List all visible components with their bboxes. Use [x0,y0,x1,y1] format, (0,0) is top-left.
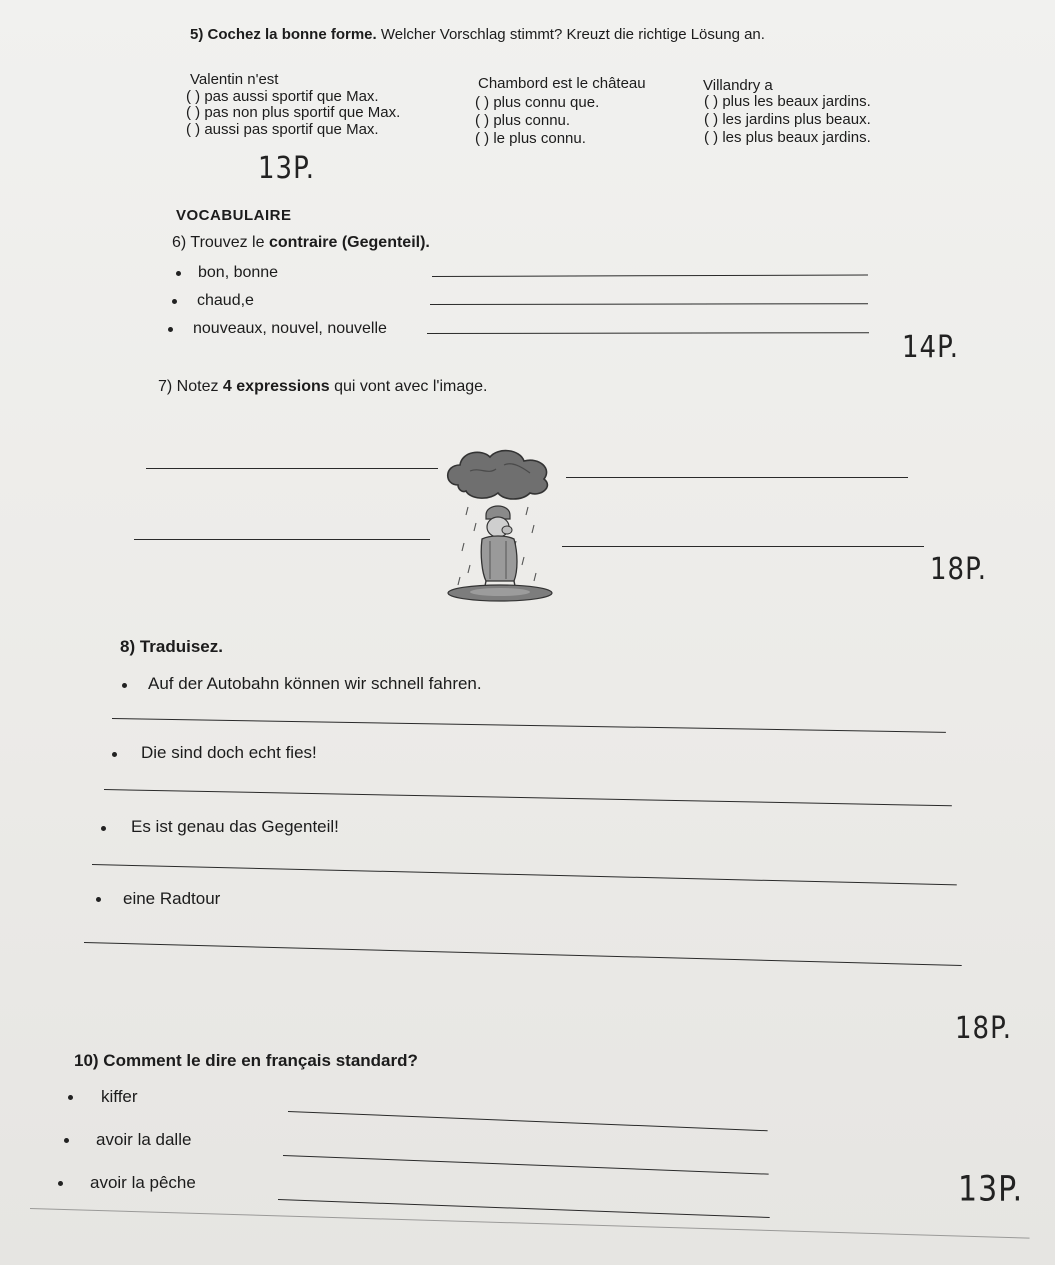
bullet [101,826,106,831]
answer-line[interactable] [566,477,908,478]
ex5-col1-title: Valentin n'est [190,71,279,88]
ex6-heading-pre: 6) Trouvez le [172,234,269,251]
ex10-heading [74,1051,418,1071]
ex5-col1-option[interactable]: ( ) pas non plus sportif que Max. [186,104,401,121]
rain-man-illustration [440,445,560,605]
wet-man-icon [481,506,517,591]
answer-line[interactable] [283,1155,769,1175]
ex10-heading-post: ? [407,1051,418,1070]
answer-line[interactable] [112,718,946,733]
bullet [176,271,181,276]
ex5-heading-bold: 5) Cochez la bonne forme. [190,26,377,43]
answer-line[interactable] [288,1111,768,1131]
answer-line[interactable] [92,864,957,885]
ex10-heading-pre: 10) Comment le dire en [74,1051,266,1070]
ex8-heading: 8) Traduisez. [120,637,223,656]
ex6-heading-bold: contraire (Gegenteil). [268,234,430,251]
ex10-item: avoir la dalle [96,1130,192,1149]
ex5-col3-title: Villandry a [703,77,773,94]
vocab-title: VOCABULAIRE [176,207,292,224]
bullet [64,1138,69,1143]
puddle-icon [448,585,552,601]
cloud-icon [448,451,548,499]
ex8-item: eine Radtour [123,889,221,908]
ex5-col3-option[interactable]: ( ) les plus beaux jardins. [704,129,871,146]
answer-line[interactable] [134,539,430,540]
answer-line[interactable] [146,468,438,469]
ex10-item: kiffer [101,1087,138,1106]
answer-line[interactable] [427,332,869,334]
ex10-points-handwritten: 13P. [958,1169,1024,1210]
ex6-item: chaud,e [197,292,254,309]
bullet [96,897,101,902]
ex5-col2-option[interactable]: ( ) plus connu que. [475,94,600,111]
ex6-item: bon, bonne [198,264,279,281]
ex6-item: nouveaux, nouvel, nouvelle [193,320,387,337]
ex7-heading-bold: 4 expressions [222,378,330,395]
bullet [58,1181,63,1186]
bullet [68,1095,73,1100]
answer-line[interactable] [562,546,924,547]
answer-line[interactable] [432,274,868,277]
ex8-points-handwritten: 18P. [955,1011,1012,1047]
ex6-heading [172,234,430,252]
ex5-col3-option[interactable]: ( ) les jardins plus beaux. [704,111,871,128]
ex5-points-handwritten: 13P. [258,151,315,187]
bullet [112,752,117,757]
ex7-heading-pre: 7) Notez [158,378,223,395]
ex8-item: Die sind doch echt fies! [141,743,317,762]
page-edge-divider [30,1208,1030,1239]
answer-line[interactable] [84,942,962,966]
ex10-item: avoir la pêche [90,1173,196,1192]
ex5-heading [190,26,765,43]
ex5-col2-option[interactable]: ( ) plus connu. [475,112,571,129]
ex8-item: Auf der Autobahn können wir schnell fahren. [148,674,482,693]
answer-line[interactable] [278,1199,770,1218]
bullet [168,327,173,332]
ex6-points-handwritten: 14P. [902,330,959,366]
ex10-heading-bold: français standard [265,1051,408,1070]
ex5-col2-title: Chambord est le château [478,75,646,92]
ex5-heading-rest: Welcher Vorschlag stimmt? Kreuzt die richtige Lösung an. [376,26,765,43]
answer-line[interactable] [104,789,952,806]
ex5-col1-option[interactable]: ( ) aussi pas sportif que Max. [186,121,379,138]
bullet [172,299,177,304]
ex7-points-handwritten: 18P. [930,552,987,588]
bullet [122,683,127,688]
ex5-col3-option[interactable]: ( ) plus les beaux jardins. [704,93,871,110]
ex7-heading-post: qui vont avec l'image. [329,378,488,395]
ex5-col1-option[interactable]: ( ) pas aussi sportif que Max. [186,88,379,105]
ex5-col2-option[interactable]: ( ) le plus connu. [475,130,586,147]
answer-line[interactable] [430,303,868,305]
ex8-item: Es ist genau das Gegenteil! [131,817,339,836]
ex7-heading [158,378,487,396]
